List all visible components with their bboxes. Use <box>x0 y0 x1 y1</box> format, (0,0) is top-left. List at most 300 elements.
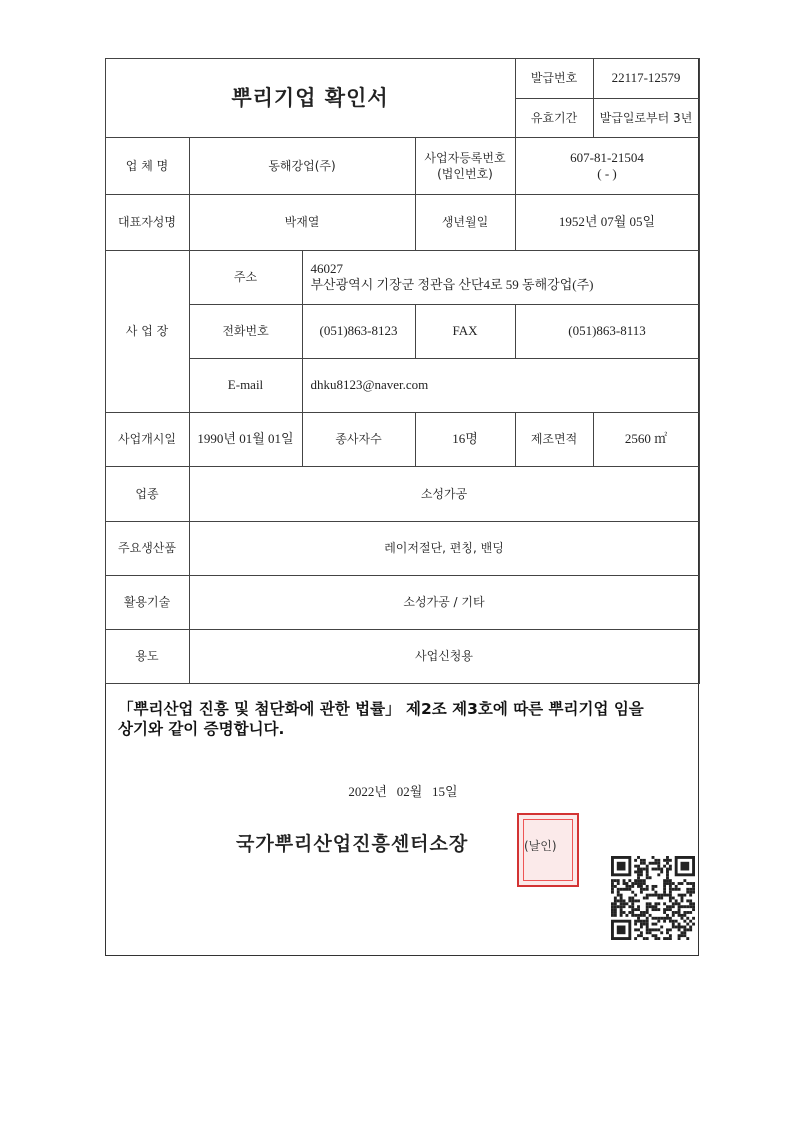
qr-module <box>683 914 686 917</box>
qr-module <box>652 885 655 888</box>
qr-module <box>657 873 660 876</box>
qr-module <box>643 879 646 882</box>
qr-module <box>666 882 669 885</box>
qr-module <box>631 897 634 900</box>
qr-module <box>628 897 631 900</box>
qr-module <box>623 905 626 908</box>
qr-module <box>646 931 649 934</box>
qr-module <box>666 879 669 882</box>
qr-module <box>666 905 669 908</box>
qr-module <box>657 859 660 862</box>
qr-module <box>631 882 634 885</box>
qr-module <box>631 891 634 894</box>
qr-module <box>652 905 655 908</box>
qr-module <box>646 926 649 929</box>
qr-module <box>654 885 657 888</box>
qr-module <box>660 868 663 871</box>
qr-finder <box>617 862 626 871</box>
qr-module <box>678 911 681 914</box>
qr-module <box>692 902 695 905</box>
qr-module <box>686 917 689 920</box>
qr-module <box>666 894 669 897</box>
qr-module <box>640 891 643 894</box>
statement <box>118 699 644 739</box>
qr-module <box>614 905 617 908</box>
qr-module <box>683 905 686 908</box>
bizreg-cell <box>515 137 699 194</box>
qr-module <box>681 914 684 917</box>
qr-module <box>614 885 617 888</box>
qr-module <box>637 879 640 882</box>
qr-module <box>683 934 686 937</box>
qr-module <box>640 926 643 929</box>
qr-module <box>646 873 649 876</box>
qr-module <box>634 914 637 917</box>
qr-module <box>675 899 678 902</box>
qr-module <box>625 888 628 891</box>
qr-module <box>643 920 646 923</box>
qr-module <box>666 931 669 934</box>
qr-module <box>666 859 669 862</box>
qr-module <box>681 905 684 908</box>
qr-module <box>681 882 684 885</box>
qr-module <box>657 897 660 900</box>
corpno-label: (법인번호) <box>437 166 493 181</box>
qr-module <box>634 894 637 897</box>
tech-label: 활용기술 <box>105 575 189 629</box>
qr-module <box>646 908 649 911</box>
qr-module <box>646 920 649 923</box>
document-title: 뿌리기업 확인서 <box>105 58 515 137</box>
qr-module <box>689 882 692 885</box>
qr-module <box>669 905 672 908</box>
qr-module <box>678 902 681 905</box>
qr-module <box>634 865 637 868</box>
qr-module <box>675 888 678 891</box>
qr-module <box>649 931 652 934</box>
qr-module <box>686 905 689 908</box>
qr-module <box>637 856 640 859</box>
qr-module <box>681 899 684 902</box>
email: dhku8123@naver.com <box>302 358 699 412</box>
qr-module <box>689 894 692 897</box>
qr-module <box>660 917 663 920</box>
qr-module <box>689 911 692 914</box>
qr-module <box>631 911 634 914</box>
qr-module <box>689 899 692 902</box>
validity-label: 유효기간 <box>515 98 593 137</box>
qr-module <box>686 882 689 885</box>
qr-module <box>620 905 623 908</box>
qr-module <box>666 937 669 940</box>
qr-module <box>692 908 695 911</box>
qr-module <box>611 902 614 905</box>
qr-module <box>681 934 684 937</box>
qr-module <box>652 928 655 931</box>
qr-module <box>666 870 669 873</box>
qr-module <box>637 914 640 917</box>
qr-module <box>634 859 637 862</box>
qr-module <box>669 899 672 902</box>
qr-module <box>640 888 643 891</box>
qr-module <box>654 934 657 937</box>
qr-module <box>643 859 646 862</box>
start-label: 사업개시일 <box>105 412 189 466</box>
qr-module <box>692 917 695 920</box>
qr-module <box>666 856 669 859</box>
qr-module <box>657 894 660 897</box>
qr-module <box>686 928 689 931</box>
qr-module <box>663 902 666 905</box>
qr-finder <box>681 862 690 871</box>
qr-module <box>652 888 655 891</box>
qr-module <box>649 914 652 917</box>
qr-module <box>683 931 686 934</box>
qr-module <box>620 911 623 914</box>
qr-module <box>611 911 614 914</box>
qr-module <box>652 923 655 926</box>
qr-module <box>643 937 646 940</box>
qr-module <box>646 865 649 868</box>
qr-module <box>614 899 617 902</box>
qr-module <box>628 899 631 902</box>
phone-label: 전화번호 <box>189 304 302 358</box>
qr-module <box>646 917 649 920</box>
fax-label: FAX <box>415 304 515 358</box>
qr-module <box>657 908 660 911</box>
qr-module <box>620 897 623 900</box>
qr-module <box>637 920 640 923</box>
qr-module <box>678 905 681 908</box>
qr-module <box>681 917 684 920</box>
qr-module <box>672 911 675 914</box>
qr-module <box>675 885 678 888</box>
qr-module <box>634 899 637 902</box>
qr-module <box>628 911 631 914</box>
qr-module <box>669 917 672 920</box>
qr-module <box>620 899 623 902</box>
qr-module <box>666 914 669 917</box>
qr-module <box>646 923 649 926</box>
purpose: 사업신청용 <box>189 629 699 683</box>
qr-module <box>643 897 646 900</box>
qr-module <box>654 894 657 897</box>
statement-line-1: 「뿌리산업 진흥 및 첨단화에 관한 법률」 제2조 제3호에 따른 뿌리기업 임을 <box>118 700 644 718</box>
qr-module <box>634 908 637 911</box>
qr-module <box>649 894 652 897</box>
qr-module <box>611 885 614 888</box>
qr-module <box>637 868 640 871</box>
qr-module <box>646 937 649 940</box>
qr-module <box>623 888 626 891</box>
bizreg-label <box>415 137 515 194</box>
qr-module <box>663 891 666 894</box>
qr-module <box>669 891 672 894</box>
qr-module <box>669 937 672 940</box>
qr-module <box>640 931 643 934</box>
ceo-label: 대표자성명 <box>105 194 189 250</box>
qr-module <box>683 894 686 897</box>
certificate <box>105 58 699 956</box>
qr-module <box>666 928 669 931</box>
qr-finder <box>617 926 626 935</box>
qr-module <box>640 862 643 865</box>
qr-module <box>654 902 657 905</box>
qr-module <box>637 873 640 876</box>
qr-module <box>678 926 681 929</box>
qr-module <box>625 914 628 917</box>
qr-module <box>692 923 695 926</box>
qr-module <box>672 888 675 891</box>
industry-label: 업종 <box>105 466 189 521</box>
company: 동해강업(주) <box>189 137 415 194</box>
qr-module <box>611 914 614 917</box>
qr-module <box>637 870 640 873</box>
qr-module <box>625 885 628 888</box>
qr-module <box>649 905 652 908</box>
qr-module <box>611 908 614 911</box>
qr-module <box>617 894 620 897</box>
qr-module <box>634 937 637 940</box>
employees-label: 종사자수 <box>302 412 415 466</box>
qr-module <box>681 894 684 897</box>
qr-module <box>625 902 628 905</box>
qr-module <box>672 923 675 926</box>
ceo: 박재열 <box>189 194 415 250</box>
qr-module <box>617 905 620 908</box>
qr-module <box>654 923 657 926</box>
qr-module <box>640 914 643 917</box>
qr-module <box>672 914 675 917</box>
qr-module <box>675 920 678 923</box>
qr-module <box>686 911 689 914</box>
products-label: 주요생산품 <box>105 521 189 575</box>
qr-module <box>646 870 649 873</box>
qr-module <box>620 914 623 917</box>
qr-module <box>637 865 640 868</box>
qr-module <box>637 899 640 902</box>
qr-module <box>663 879 666 882</box>
qr-module <box>637 885 640 888</box>
qr-module <box>649 902 652 905</box>
qr-module <box>663 882 666 885</box>
qr-module <box>666 876 669 879</box>
qr-module <box>623 879 626 882</box>
issue-no: 22117-12579 <box>593 58 699 98</box>
qr-module <box>678 894 681 897</box>
qr-module <box>614 914 617 917</box>
qr-module <box>666 873 669 876</box>
qr-module <box>654 937 657 940</box>
qr-module <box>663 888 666 891</box>
issue-no-label: 발급번호 <box>515 58 593 98</box>
qr-module <box>669 885 672 888</box>
qr-module <box>628 885 631 888</box>
bizreg: 607-81-21504 <box>570 149 644 165</box>
qr-module <box>623 899 626 902</box>
qr-module <box>683 926 686 929</box>
qr-module <box>672 902 675 905</box>
site-label: 사 업 장 <box>105 250 189 412</box>
qr-module <box>663 917 666 920</box>
issuer: 국가뿌리산업진흥센터소장 <box>236 833 469 855</box>
qr-module <box>640 920 643 923</box>
qr-module <box>666 908 669 911</box>
qr-module <box>692 882 695 885</box>
qr-module <box>669 888 672 891</box>
qr-module <box>652 894 655 897</box>
qr-module <box>692 888 695 891</box>
qr-module <box>652 908 655 911</box>
qr-module <box>654 891 657 894</box>
qr-module <box>628 905 631 908</box>
qr-module <box>689 902 692 905</box>
birth: 1952년 07월 05일 <box>515 194 699 250</box>
qr-module <box>611 879 614 882</box>
qr-module <box>663 908 666 911</box>
qr-module <box>683 920 686 923</box>
qr-module <box>614 911 617 914</box>
qr-module <box>669 920 672 923</box>
qr-module <box>663 894 666 897</box>
qr-module <box>634 879 637 882</box>
qr-module <box>640 859 643 862</box>
qr-module <box>646 888 649 891</box>
qr-module <box>643 888 646 891</box>
qr-module <box>652 856 655 859</box>
qr-module <box>681 931 684 934</box>
qr-module <box>628 879 631 882</box>
qr-module <box>663 865 666 868</box>
qr-module <box>617 888 620 891</box>
qr-module <box>611 888 614 891</box>
qr-module <box>666 917 669 920</box>
qr-module <box>681 897 684 900</box>
purpose-label: 용도 <box>105 629 189 683</box>
qr-module <box>660 897 663 900</box>
qr-module <box>649 876 652 879</box>
start: 1990년 01월 01일 <box>189 412 302 466</box>
qr-module <box>640 923 643 926</box>
qr-module <box>634 928 637 931</box>
qr-module <box>657 862 660 865</box>
info-table <box>105 58 700 684</box>
qr-module <box>614 908 617 911</box>
qr-module <box>678 934 681 937</box>
qr-module <box>669 894 672 897</box>
birth-label: 생년월일 <box>415 194 515 250</box>
qr-module <box>631 905 634 908</box>
qr-module <box>643 914 646 917</box>
qr-module <box>692 891 695 894</box>
qr-module <box>631 914 634 917</box>
qr-module <box>640 882 643 885</box>
qr-module <box>640 870 643 873</box>
qr-module <box>634 870 637 873</box>
qr-module <box>637 928 640 931</box>
qr-module <box>678 914 681 917</box>
qr-module <box>657 917 660 920</box>
qr-module <box>646 894 649 897</box>
qr-module <box>631 908 634 911</box>
qr-module <box>675 926 678 929</box>
qr-module <box>660 870 663 873</box>
qr-module <box>652 917 655 920</box>
fax: (051)863-8113 <box>515 304 699 358</box>
qr-module <box>611 905 614 908</box>
qr-module <box>689 891 692 894</box>
qr-module <box>637 934 640 937</box>
qr-module <box>675 911 678 914</box>
qr-code-icon <box>611 856 695 940</box>
qr-module <box>620 888 623 891</box>
address-cell <box>302 250 699 304</box>
qr-module <box>643 862 646 865</box>
qr-module <box>657 868 660 871</box>
qr-module <box>640 911 643 914</box>
qr-module <box>654 905 657 908</box>
seal-label: (날인) <box>524 839 557 853</box>
qr-module <box>614 902 617 905</box>
qr-module <box>623 882 626 885</box>
qr-module <box>689 920 692 923</box>
qr-module <box>657 928 660 931</box>
qr-module <box>646 911 649 914</box>
qr-module <box>620 908 623 911</box>
qr-module <box>617 879 620 882</box>
employees: 16명 <box>415 412 515 466</box>
qr-module <box>652 934 655 937</box>
qr-module <box>681 926 684 929</box>
qr-module <box>666 862 669 865</box>
qr-module <box>617 899 620 902</box>
qr-module <box>654 917 657 920</box>
issue-date: 2022년 02월 15일 <box>348 784 458 799</box>
qr-module <box>654 868 657 871</box>
address: 부산광역시 기장군 정관읍 산단4로 59 동해강업(주) <box>310 277 594 292</box>
qr-module <box>646 868 649 871</box>
qr-module <box>620 902 623 905</box>
qr-module <box>611 891 614 894</box>
qr-module <box>669 897 672 900</box>
qr-module <box>646 902 649 905</box>
qr-module <box>640 873 643 876</box>
qr-module <box>689 888 692 891</box>
qr-module <box>669 928 672 931</box>
qr-module <box>683 911 686 914</box>
qr-module <box>675 902 678 905</box>
qr-module <box>692 885 695 888</box>
qr-module <box>614 897 617 900</box>
qr-module <box>672 926 675 929</box>
qr-module <box>637 908 640 911</box>
qr-module <box>628 888 631 891</box>
qr-module <box>634 882 637 885</box>
bizreg-label-1: 사업자등록번호 <box>424 150 506 165</box>
qr-module <box>657 920 660 923</box>
qr-module <box>654 908 657 911</box>
corpno: ( - ) <box>597 165 617 181</box>
qr-module <box>669 879 672 882</box>
qr-module <box>678 888 681 891</box>
qr-module <box>683 879 686 882</box>
qr-module <box>646 897 649 900</box>
qr-module <box>646 905 649 908</box>
qr-module <box>654 859 657 862</box>
qr-module <box>654 862 657 865</box>
qr-module <box>646 928 649 931</box>
qr-module <box>625 882 628 885</box>
